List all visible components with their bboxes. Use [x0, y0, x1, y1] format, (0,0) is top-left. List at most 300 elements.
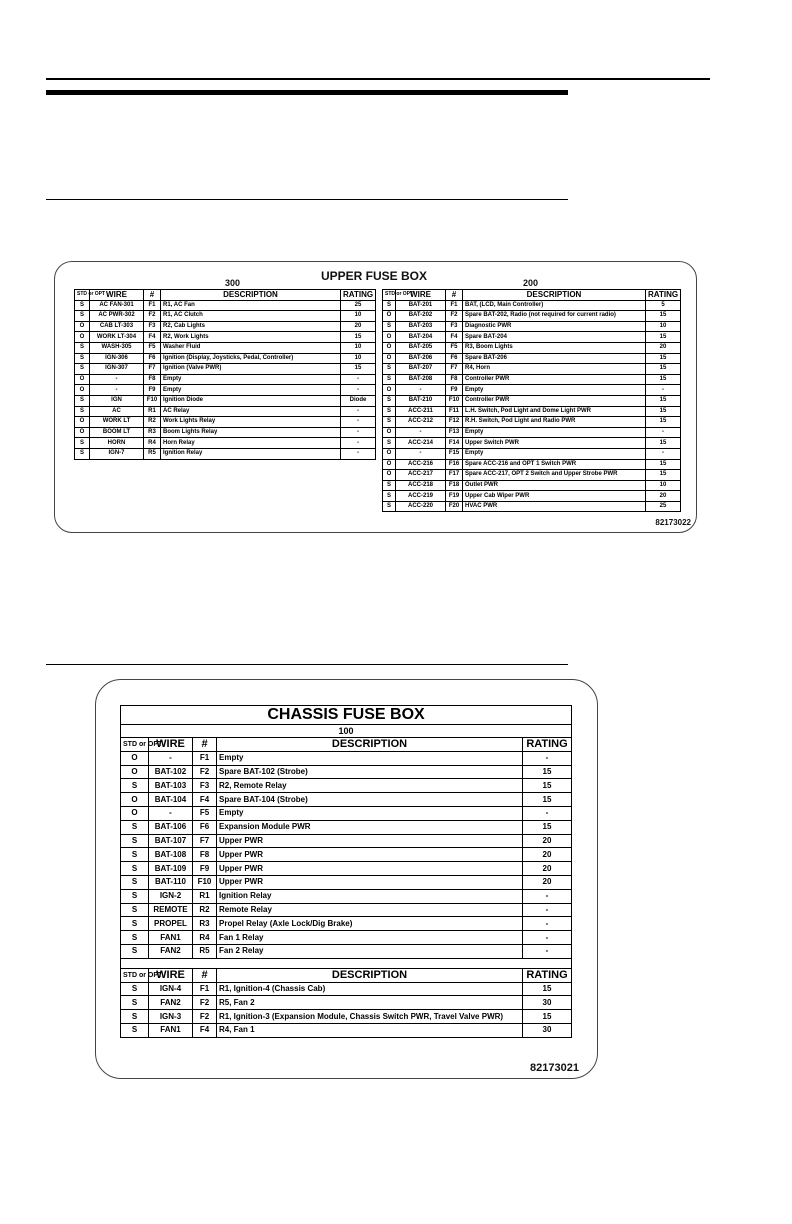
table-row [75, 332, 376, 343]
description-cell: Empty [463, 448, 646, 459]
std-cell: S [121, 875, 149, 889]
rating-cell: - [646, 448, 681, 459]
description-cell: Spare BAT-104 (Strobe) [217, 793, 523, 807]
fuse-number-cell: F11 [446, 406, 463, 417]
std-cell: O [75, 385, 90, 396]
std-cell: O [383, 459, 396, 470]
rating-cell: 10 [646, 321, 681, 332]
description-cell: Work Lights Relay [161, 417, 341, 428]
description-cell: Ignition (Valve PWR) [161, 364, 341, 375]
wire-cell: - [396, 427, 446, 438]
description-cell: Spare BAT-206 [463, 353, 646, 364]
upper-left-number: 300 [225, 278, 241, 288]
rating-header: RATING [341, 290, 376, 301]
wire-cell: WASH-305 [90, 342, 144, 353]
wire-cell: BAT-106 [149, 820, 193, 834]
fuse-number-cell: R3 [144, 427, 161, 438]
rating-cell: - [523, 806, 572, 820]
section-rule-2 [46, 664, 568, 665]
upper-fuse-box-label [54, 261, 697, 533]
table-row [383, 501, 681, 512]
wire-cell: BAT-206 [396, 353, 446, 364]
rating-cell: 20 [646, 491, 681, 502]
wire-cell: AC [90, 406, 144, 417]
num-header: # [193, 738, 217, 752]
wire-cell: BAT-205 [396, 342, 446, 353]
table-row [121, 889, 572, 903]
std-cell: S [75, 311, 90, 322]
fuse-number-cell: F14 [446, 438, 463, 449]
std-header: STD or OPT [383, 290, 396, 301]
std-cell: S [383, 300, 396, 311]
description-cell: R.H. Switch, Pod Light and Radio PWR [463, 417, 646, 428]
std-cell: O [121, 793, 149, 807]
std-cell: S [121, 982, 149, 996]
description-cell: R2, Work Lights [161, 332, 341, 343]
wire-cell: IGN-3 [149, 1010, 193, 1024]
table-row [121, 1023, 572, 1037]
wire-cell: ACC-217 [396, 470, 446, 481]
table-row [75, 311, 376, 322]
rating-cell: 15 [646, 438, 681, 449]
rating-cell: 25 [341, 300, 376, 311]
table-row [383, 385, 681, 396]
wire-cell: FAN1 [149, 1023, 193, 1037]
description-cell: Outlet PWR [463, 480, 646, 491]
rating-cell: 20 [523, 848, 572, 862]
wire-cell: ACC-216 [396, 459, 446, 470]
std-cell: O [383, 385, 396, 396]
fuse-number-cell: F2 [193, 765, 217, 779]
wire-cell: BAT-110 [149, 875, 193, 889]
wire-cell: ACC-219 [396, 491, 446, 502]
fuse-number-cell: F18 [446, 480, 463, 491]
chassis-part-number: 82173021 [530, 1062, 579, 1074]
description-cell: R1, AC Fan [161, 300, 341, 311]
chassis-fuse-box-title: CHASSIS FUSE BOX [121, 706, 572, 725]
rating-cell: - [341, 406, 376, 417]
std-cell: O [75, 374, 90, 385]
fuse-number-cell: R1 [144, 406, 161, 417]
wire-cell: BAT-208 [396, 374, 446, 385]
description-cell: R1, Ignition-4 (Chassis Cab) [217, 982, 523, 996]
table-header [121, 968, 572, 982]
fuse-number-cell: F7 [193, 834, 217, 848]
wire-cell: - [90, 385, 144, 396]
rating-cell: - [646, 385, 681, 396]
wire-header: WIRE [90, 290, 144, 301]
chassis-fuse-box-label [95, 679, 598, 1079]
heading-bar [46, 90, 568, 95]
fuse-number-cell: F6 [446, 353, 463, 364]
fuse-number-cell: R1 [193, 889, 217, 903]
table-row [75, 385, 376, 396]
wire-cell: BAT-109 [149, 862, 193, 876]
rating-cell: 25 [646, 501, 681, 512]
rating-cell: 15 [341, 364, 376, 375]
wire-cell: REMOTE [149, 903, 193, 917]
table-row [383, 311, 681, 322]
std-cell: S [383, 364, 396, 375]
fuse-number-cell: F1 [193, 751, 217, 765]
description-cell: L.H. Switch, Pod Light and Dome Light PWR [463, 406, 646, 417]
description-cell: HVAC PWR [463, 501, 646, 512]
std-cell: S [121, 862, 149, 876]
table-row [121, 903, 572, 917]
std-cell: S [121, 1023, 149, 1037]
rating-cell: - [523, 931, 572, 945]
rating-cell: 15 [646, 353, 681, 364]
rating-cell: 20 [646, 342, 681, 353]
chassis-number: 100 [121, 725, 572, 738]
table-row [121, 751, 572, 765]
table-row [383, 459, 681, 470]
rating-cell: 20 [523, 875, 572, 889]
table-row [383, 406, 681, 417]
description-cell: Washer Fluid [161, 342, 341, 353]
wire-cell: BAT-207 [396, 364, 446, 375]
rating-cell: - [341, 448, 376, 459]
description-cell: Spare ACC-217, OPT 2 Switch and Upper Strobe PWR [463, 470, 646, 481]
table-row [75, 374, 376, 385]
upper-right-fuse-table [382, 289, 681, 512]
rating-cell: 15 [646, 417, 681, 428]
wire-cell: IGN-2 [149, 889, 193, 903]
fuse-number-cell: R4 [144, 438, 161, 449]
table-row [75, 448, 376, 459]
description-cell: Upper PWR [217, 848, 523, 862]
fuse-number-cell: F2 [193, 996, 217, 1010]
table-row [75, 321, 376, 332]
fuse-number-cell: F3 [144, 321, 161, 332]
fuse-number-cell: F2 [193, 1010, 217, 1024]
std-cell: S [121, 834, 149, 848]
std-cell: S [383, 417, 396, 428]
rating-cell: 15 [523, 765, 572, 779]
wire-cell: PROPEL [149, 917, 193, 931]
rating-cell: 20 [341, 321, 376, 332]
fuse-number-cell: F8 [446, 374, 463, 385]
std-cell: S [383, 491, 396, 502]
top-rule [46, 78, 710, 80]
std-cell: O [121, 751, 149, 765]
rating-cell: - [523, 903, 572, 917]
std-cell: S [121, 1010, 149, 1024]
description-header: DESCRIPTION [217, 968, 523, 982]
fuse-number-cell: F10 [193, 875, 217, 889]
description-cell: Empty [217, 806, 523, 820]
rating-cell: 30 [523, 996, 572, 1010]
table-row [75, 342, 376, 353]
rating-cell: 15 [646, 374, 681, 385]
description-cell: Spare BAT-102 (Strobe) [217, 765, 523, 779]
fuse-number-cell: F5 [446, 342, 463, 353]
table-row [121, 944, 572, 958]
fuse-number-cell: F6 [193, 820, 217, 834]
fuse-number-cell: F10 [446, 395, 463, 406]
fuse-number-cell: F1 [193, 982, 217, 996]
table-row [75, 300, 376, 311]
description-header: DESCRIPTION [217, 738, 523, 752]
table-row [121, 834, 572, 848]
std-cell: O [75, 427, 90, 438]
rating-header: RATING [523, 738, 572, 752]
description-cell: Remote Relay [217, 903, 523, 917]
fuse-number-cell: F5 [144, 342, 161, 353]
table-row [383, 470, 681, 481]
rating-cell: 20 [523, 834, 572, 848]
rating-cell: 10 [341, 342, 376, 353]
description-cell: Spare BAT-204 [463, 332, 646, 343]
description-cell: R1, AC Clutch [161, 311, 341, 322]
rating-cell: 15 [646, 332, 681, 343]
std-cell: S [121, 917, 149, 931]
rating-header: RATING [646, 290, 681, 301]
rating-cell: 10 [341, 353, 376, 364]
std-cell: O [383, 332, 396, 343]
fuse-number-cell: F4 [144, 332, 161, 343]
std-cell: S [383, 374, 396, 385]
table-row [121, 820, 572, 834]
description-cell: Boom Lights Relay [161, 427, 341, 438]
std-cell: S [383, 395, 396, 406]
wire-cell: BAT-107 [149, 834, 193, 848]
rating-cell: - [341, 427, 376, 438]
rating-cell: - [523, 944, 572, 958]
description-header: DESCRIPTION [463, 290, 646, 301]
wire-cell: IGN-307 [90, 364, 144, 375]
std-cell: S [121, 889, 149, 903]
wire-header: WIRE [396, 290, 446, 301]
table-row [121, 862, 572, 876]
std-cell: S [383, 501, 396, 512]
std-cell: O [383, 311, 396, 322]
table-row [121, 779, 572, 793]
description-cell: R1, Ignition-3 (Expansion Module, Chassis Switch PWR, Travel Valve PWR) [217, 1010, 523, 1024]
wire-cell: WORK LT-304 [90, 332, 144, 343]
fuse-number-cell: R5 [193, 944, 217, 958]
fuse-number-cell: F5 [193, 806, 217, 820]
rating-cell: 15 [646, 395, 681, 406]
table-row [383, 364, 681, 375]
std-cell: S [121, 848, 149, 862]
std-cell: S [121, 996, 149, 1010]
description-cell: Spare BAT-202, Radio (not required for current radio) [463, 311, 646, 322]
std-cell: S [383, 438, 396, 449]
spacer-row [121, 958, 572, 968]
fuse-number-cell: F4 [193, 793, 217, 807]
wire-cell: FAN2 [149, 996, 193, 1010]
title-row [121, 706, 572, 725]
description-cell: Upper PWR [217, 875, 523, 889]
description-cell: Upper Cab Wiper PWR [463, 491, 646, 502]
fuse-number-cell: F2 [144, 311, 161, 322]
description-cell: Controller PWR [463, 395, 646, 406]
rating-cell: 30 [523, 1023, 572, 1037]
fuse-number-cell: F15 [446, 448, 463, 459]
table-row [383, 321, 681, 332]
wire-cell: BAT-108 [149, 848, 193, 862]
std-cell: S [121, 903, 149, 917]
rating-cell: - [523, 917, 572, 931]
table-row [383, 332, 681, 343]
std-header: STD or OPT [75, 290, 90, 301]
description-cell: Spare ACC-216 and OPT 1 Switch PWR [463, 459, 646, 470]
upper-part-number: 82173022 [655, 518, 691, 527]
section-rule-1 [46, 199, 568, 200]
fuse-number-cell: R2 [144, 417, 161, 428]
description-cell: Upper Switch PWR [463, 438, 646, 449]
fuse-number-cell: F16 [446, 459, 463, 470]
rating-cell: 15 [646, 311, 681, 322]
wire-cell: IGN [90, 395, 144, 406]
upper-left-fuse-table [74, 289, 376, 460]
wire-cell: BAT-210 [396, 395, 446, 406]
wire-cell: - [396, 385, 446, 396]
description-cell: Empty [463, 427, 646, 438]
rating-cell: 15 [523, 820, 572, 834]
rating-cell: 15 [646, 406, 681, 417]
wire-cell: AC FAN-301 [90, 300, 144, 311]
fuse-number-cell: F20 [446, 501, 463, 512]
fuse-number-cell: F1 [144, 300, 161, 311]
wire-cell: - [90, 374, 144, 385]
table-row [383, 395, 681, 406]
description-cell: Horn Relay [161, 438, 341, 449]
std-cell: O [75, 417, 90, 428]
table-row [383, 491, 681, 502]
fuse-number-cell: F3 [193, 779, 217, 793]
description-cell: Ignition Diode [161, 395, 341, 406]
table-row [121, 765, 572, 779]
fuse-number-cell: F10 [144, 395, 161, 406]
upper-fuse-box-title: UPPER FUSE BOX [321, 269, 428, 283]
description-cell: R2, Remote Relay [217, 779, 523, 793]
rating-cell: 15 [523, 779, 572, 793]
table-row [383, 342, 681, 353]
number-row [121, 725, 572, 738]
fuse-number-cell: F6 [144, 353, 161, 364]
table-row [75, 364, 376, 375]
wire-cell: BAT-201 [396, 300, 446, 311]
description-cell: Expansion Module PWR [217, 820, 523, 834]
fuse-number-cell: R5 [144, 448, 161, 459]
upper-right-number: 200 [523, 278, 539, 288]
description-cell: Ignition Relay [217, 889, 523, 903]
std-header: STD or OPT [121, 738, 149, 752]
table-row [75, 353, 376, 364]
table-row [75, 406, 376, 417]
description-cell: Upper PWR [217, 862, 523, 876]
rating-cell: - [523, 889, 572, 903]
rating-cell: - [341, 374, 376, 385]
std-cell: S [75, 406, 90, 417]
table-row [121, 982, 572, 996]
fuse-number-cell: R3 [193, 917, 217, 931]
table-row [75, 438, 376, 449]
description-cell: Fan 1 Relay [217, 931, 523, 945]
wire-cell: ACC-214 [396, 438, 446, 449]
rating-cell: Diode [341, 395, 376, 406]
std-cell: O [75, 321, 90, 332]
table-header [75, 290, 376, 301]
description-header: DESCRIPTION [161, 290, 341, 301]
std-cell: S [121, 931, 149, 945]
description-cell: Ignition (Display, Joysticks, Pedal, Controller) [161, 353, 341, 364]
std-cell: S [75, 395, 90, 406]
rating-cell: 20 [523, 862, 572, 876]
table-row [121, 917, 572, 931]
table-row [121, 1010, 572, 1024]
std-cell: S [383, 321, 396, 332]
description-cell: Controller PWR [463, 374, 646, 385]
wire-cell: BAT-202 [396, 311, 446, 322]
std-cell: O [121, 806, 149, 820]
wire-cell: BAT-103 [149, 779, 193, 793]
table-row [383, 417, 681, 428]
std-cell: S [383, 480, 396, 491]
description-cell: Empty [161, 374, 341, 385]
rating-cell: 15 [646, 364, 681, 375]
rating-cell: 15 [646, 470, 681, 481]
wire-header: WIRE [149, 738, 193, 752]
fuse-number-cell: F13 [446, 427, 463, 438]
wire-cell: BAT-204 [396, 332, 446, 343]
fuse-number-cell: R2 [193, 903, 217, 917]
description-cell: R2, Cab Lights [161, 321, 341, 332]
description-cell: R5, Fan 2 [217, 996, 523, 1010]
table-row [383, 427, 681, 438]
description-cell: AC Relay [161, 406, 341, 417]
wire-cell: IGN-7 [90, 448, 144, 459]
table-row [121, 793, 572, 807]
table-row [383, 300, 681, 311]
table-header [383, 290, 681, 301]
fuse-number-cell: F17 [446, 470, 463, 481]
table-row [383, 438, 681, 449]
rating-cell: - [341, 438, 376, 449]
num-header: # [193, 968, 217, 982]
fuse-number-cell: F7 [144, 364, 161, 375]
description-cell: Ignition Relay [161, 448, 341, 459]
std-cell: O [121, 765, 149, 779]
wire-cell: ACC-211 [396, 406, 446, 417]
description-cell: Empty [463, 385, 646, 396]
rating-cell: - [646, 427, 681, 438]
fuse-number-cell: F19 [446, 491, 463, 502]
table-row [75, 417, 376, 428]
fuse-number-cell: F9 [193, 862, 217, 876]
wire-cell: - [396, 448, 446, 459]
table-row [383, 353, 681, 364]
std-cell: S [383, 406, 396, 417]
wire-cell: BAT-104 [149, 793, 193, 807]
chassis-fuse-table [120, 705, 572, 1038]
fuse-number-cell: R4 [193, 931, 217, 945]
std-cell: S [75, 342, 90, 353]
wire-cell: WORK LT [90, 417, 144, 428]
rating-cell: 5 [646, 300, 681, 311]
rating-cell: 15 [646, 459, 681, 470]
fuse-number-cell: F9 [446, 385, 463, 396]
fuse-number-cell: F4 [446, 332, 463, 343]
rating-cell: 15 [523, 793, 572, 807]
table-row [75, 395, 376, 406]
description-cell: R4, Horn [463, 364, 646, 375]
std-cell: O [383, 448, 396, 459]
std-cell: O [75, 332, 90, 343]
table-header [121, 738, 572, 752]
